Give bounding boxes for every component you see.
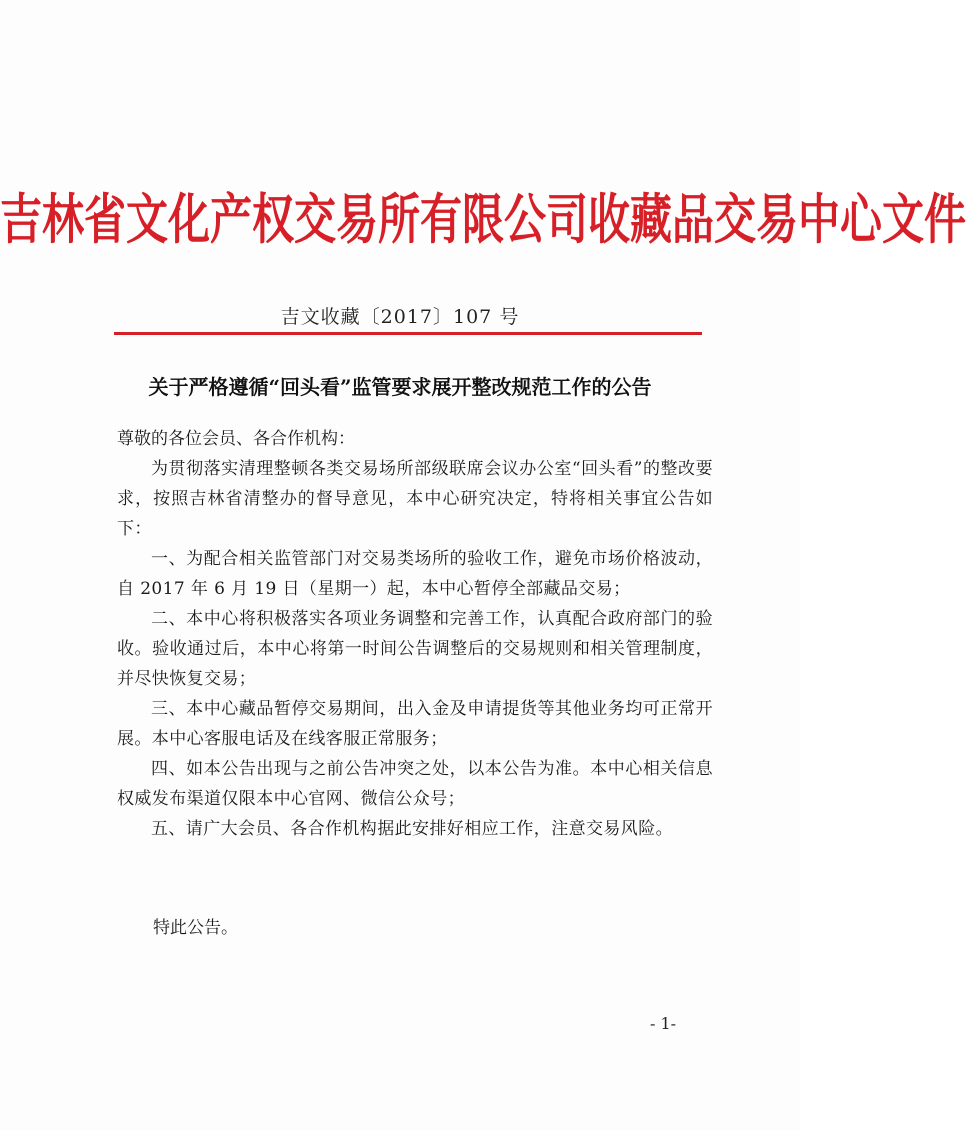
paragraph-intro: 为贯彻落实清理整顿各类交易场所部级联席会议办公室“回头看”的整改要求，按照吉林省清整办的督导意见，本中心研究决定，特将相关事宜公告如下： — [117, 459, 713, 539]
red-divider-line — [114, 332, 702, 335]
salutation: 尊敬的各位会员、各合作机构： — [117, 429, 355, 449]
paragraph-item-1: 一、为配合相关监管部门对交易类场所的验收工作，避免市场价格波动，自 2017 年 6 月 19 日（星期一）起，本中心暂停全部藏品交易； — [117, 549, 713, 599]
page-number: - 1- — [650, 1014, 677, 1033]
paragraph-item-4: 四、如本公告出现与之前公告冲突之处，以本公告为准。本中心相关信息权威发布渠道仅限本中心官网、微信公众号； — [117, 759, 713, 809]
paragraph-item-3: 三、本中心藏品暂停交易期间，出入金及申请提货等其他业务均可正常开展。本中心客服电话及在线客服正常服务； — [117, 699, 713, 749]
document-header: 吉林省文化产权交易所有限公司收藏品交易中心文件 — [0, 188, 966, 251]
closing-remark: 特此公告。 — [153, 918, 238, 938]
paragraph-item-5: 五、请广大会员、各合作机构据此安排好相应工作，注意交易风险。 — [151, 819, 673, 839]
document-number: 吉文收藏〔2017〕107 号 — [280, 306, 520, 328]
paragraph-item-2: 二、本中心将积极落实各项业务调整和完善工作，认真配合政府部门的验收。验收通过后，本中心将第一时间公告调整后的交易规则和相关管理制度，并尽快恢复交易； — [117, 609, 713, 689]
announcement-body — [117, 424, 713, 844]
announcement-title: 关于严格遵循“回头看”监管要求展开整改规范工作的公告 — [148, 375, 652, 399]
